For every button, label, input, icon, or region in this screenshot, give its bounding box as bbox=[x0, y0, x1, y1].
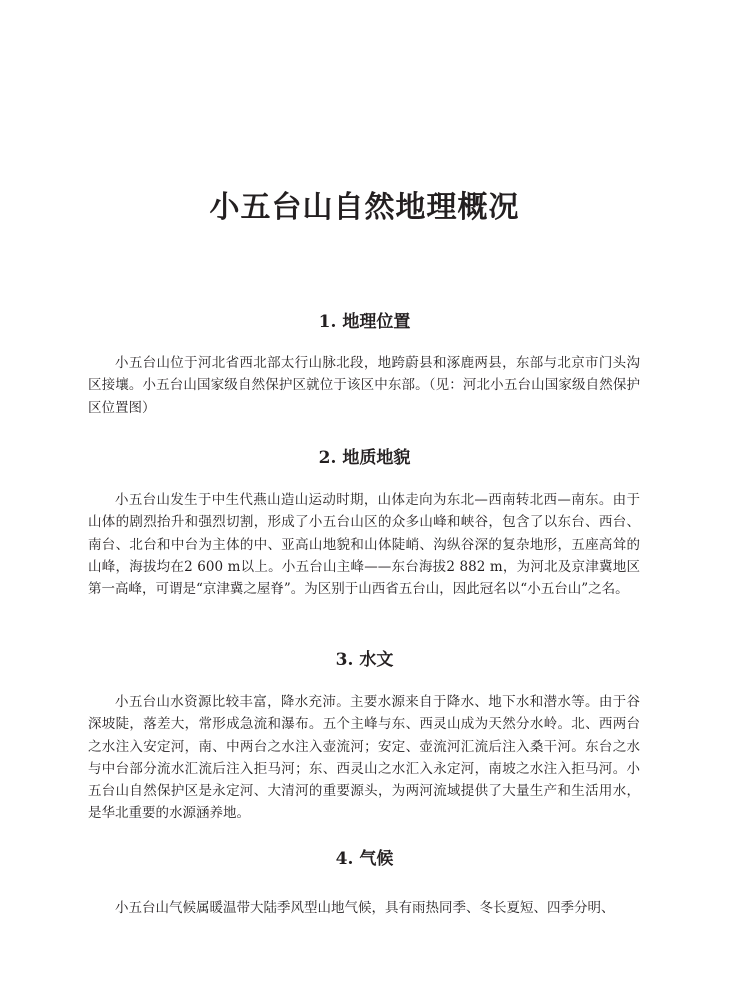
section-heading-geology: 2. 地质地貌 bbox=[318, 448, 411, 468]
section-body-climate: 小五台山气候属暖温带大陆季风型山地气候，具有雨热同季、冬长夏短、四季分明、 bbox=[115, 900, 615, 916]
section-heading-location: 1. 地理位置 bbox=[318, 312, 411, 332]
page-title: 小五台山自然地理概况 bbox=[209, 190, 520, 225]
section-body-geology: 小五台山发生于中生代燕山造山运动时期，山体走向为东北—西南转北西—南东。由于山体的剧烈抬升和强烈切割，形成了小五台山区的众多山峰和峡谷，包含了以东台、西台、南台、北台和中台为主体的中、亚高山地貌和山体陡峭、沟纵谷深的复杂地形，五座高耸的山峰，海拔均在2 600 m以上。小五台山主峰——东台海拔2 882 m，为河北及京津冀地区第一高峰，可谓是“京津冀之屋脊”。为区别于山西省五台山，因此冠名以“小五台山”之名。 bbox=[88, 492, 640, 598]
section-heading-climate: 4. 气候 bbox=[335, 849, 394, 869]
section-body-location: 小五台山位于河北省西北部太行山脉北段，地跨蔚县和涿鹿两县，东部与北京市门头沟区接壤。小五台山国家级自然保护区就位于该区中东部。（见：河北小五台山国家级自然保护区位置图） bbox=[88, 355, 640, 416]
section-heading-hydrology: 3. 水文 bbox=[335, 650, 394, 670]
section-body-hydrology: 小五台山水资源比较丰富，降水充沛。主要水源来自于降水、地下水和潜水等。由于谷深坡陡，落差大，常形成急流和瀑布。五个主峰与东、西灵山成为天然分水岭。北、西两台之水注入安定河，南、中两台之水注入壶流河；安定、壶流河汇流后注入桑干河。东台之水与中台部分流水汇流后注入拒马河；东、西灵山之水汇入永定河，南坡之水注入拒马河。小五台山自然保护区是永定河、大清河的重要源头，为两河流域提供了大量生产和生活用水，是华北重要的水源涵养地。 bbox=[88, 694, 640, 822]
